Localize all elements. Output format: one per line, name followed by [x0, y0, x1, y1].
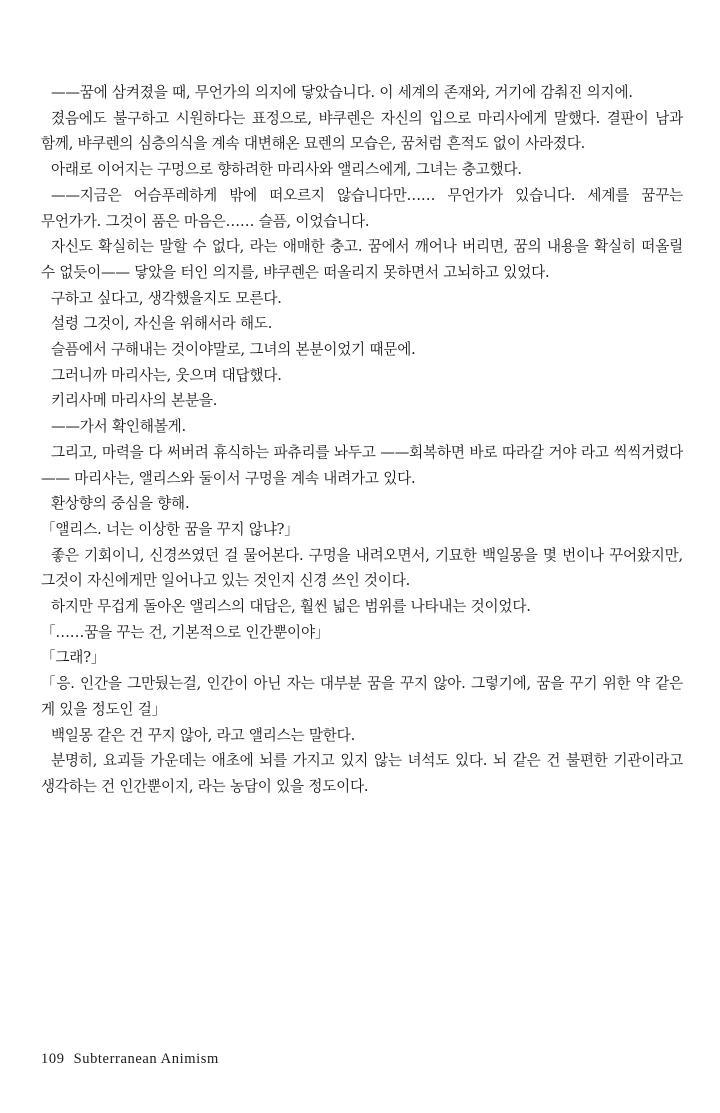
- narration-paragraph: 설령 그것이, 자신을 위해서라 해도.: [51, 315, 273, 333]
- narration-paragraph: 아래로 이어지는 구멍으로 향하려한 마리사와 앨리스에게, 그녀는 충고했다.: [51, 161, 522, 179]
- narration-paragraph: 그러니까 마리사는, 웃으며 대답했다.: [51, 366, 282, 384]
- narration-paragraph: 좋은 기회이니, 신경쓰였던 걸 물어본다. 구멍을 내려오면서, 기묘한 백일몽을 몇 번이나 꾸어왔지만, 그것이 자신에게만 일어나고 있는 것인지 신경 쓰인 것이다.: [41, 546, 683, 590]
- narration-paragraph: 자신도 확실히는 말할 수 없다, 라는 애매한 충고. 꿈에서 깨어나 버리면, 꿈의 내용을 확실히 떠올릴 수 없듯이—— 닿았을 터인 의지를, 뱌쿠렌은 떠올리지 못하면서 고뇌하고 있었다.: [41, 238, 683, 281]
- narration-paragraph: 키리사메 마리사의 본분을.: [51, 392, 218, 410]
- book-title: Subterranean Animism: [73, 1051, 219, 1067]
- dialogue-paragraph: 「앨리스. 너는 이상한 꿈을 꾸지 않냐?」: [41, 520, 299, 538]
- page-number: 109: [41, 1051, 65, 1067]
- dialogue-paragraph: 「응. 인간을 그만뒀는걸, 인간이 아닌 자는 대부분 꿈을 꾸지 않아. 그렇기에, 꿈을 꾸기 위한 약 같은 게 있을 정도인 걸」: [41, 675, 683, 718]
- narration-paragraph: ——꿈에 삼켜졌을 때, 무언가의 의지에 닿았습니다. 이 세계의 존재와, 거기에 감춰진 의지에.: [51, 84, 633, 101]
- narration-paragraph: 백일몽 같은 건 꾸지 않아, 라고 앨리스는 말한다.: [51, 726, 356, 744]
- narration-paragraph: 그리고, 마력을 다 써버려 휴식하는 파츄리를 놔두고 ——회복하면 바로 따라갈 거야 라고 씩씩거렸다—— 마리사는, 앨리스와 둘이서 구멍을 계속 내려가고 있다.: [41, 443, 683, 487]
- body-text: [41, 80, 683, 800]
- narration-paragraph: 분명히, 요괴들 가운데는 애초에 뇌를 가지고 있지 않는 녀석도 있다. 뇌 같은 건 불편한 기관이라고 생각하는 건 인간뿐이지, 라는 농담이 있을 정도이다.: [41, 752, 683, 795]
- narration-paragraph: 졌음에도 불구하고 시원하다는 표정으로, 뱌쿠렌은 자신의 입으로 마리사에게 말했다. 결판이 남과 함께, 뱌쿠렌의 심층의식을 계속 대변해온 묘렌의 모습은, 꿈처럼 흔적도 없이 사라졌다.: [41, 109, 683, 153]
- page-footer: [41, 1051, 219, 1068]
- dialogue-paragraph: 「그래?」: [41, 649, 106, 667]
- narration-paragraph: 환상향의 중심을 향해.: [51, 495, 190, 513]
- narration-paragraph: 구하고 싶다고, 생각했을지도 모른다.: [51, 289, 282, 307]
- dialogue-paragraph: 「……꿈을 꾸는 건, 기본적으로 인간뿐이야」: [41, 623, 330, 641]
- narration-paragraph: ——지금은 어슴푸레하게 밖에 떠오르지 않습니다만…… 무언가가 있습니다. 세계를 꿈꾸는 무언가가. 그것이 품은 마음은…… 슬픔, 이었습니다.: [41, 186, 683, 230]
- narration-paragraph: 슬픔에서 구해내는 것이야말로, 그녀의 본분이었기 때문에.: [51, 341, 416, 359]
- narration-paragraph: ——가서 확인해볼게.: [51, 418, 186, 436]
- narration-paragraph: 하지만 무겁게 돌아온 앨리스의 대답은, 훨씬 넓은 범위를 나타내는 것이었다.: [51, 598, 531, 616]
